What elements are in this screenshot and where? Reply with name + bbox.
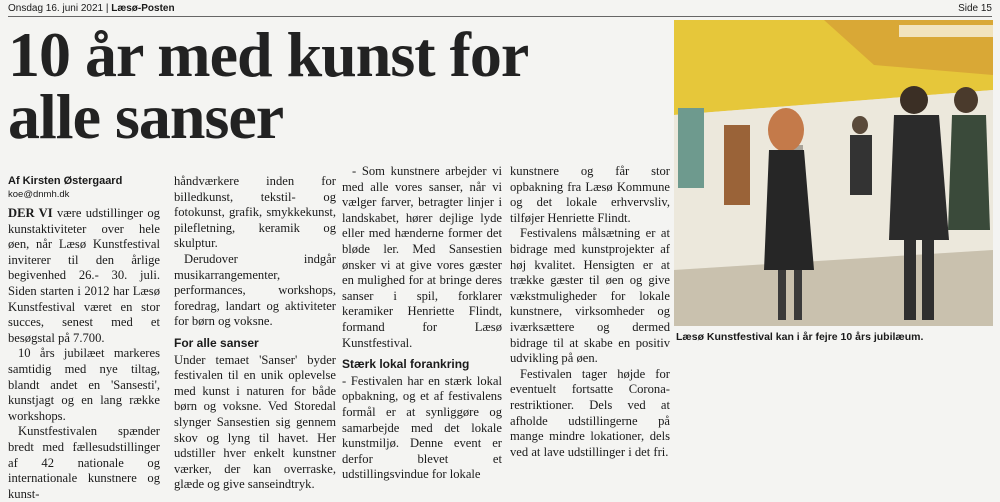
header-date: Onsdag 16. juni 2021	[8, 3, 104, 14]
paragraph: 10 års jubilæet markeres samtidig med nye tiltag, blandt andet en 'Sansesti', kunstjagt og en lang række workshops.	[8, 346, 160, 423]
paragraph-text: være udstillinger og kunstaktiviteter over hele øen, når Læsø Kunstfestival inviterer til den årlige begivenhed 26.- 30. juli. Siden starten i 2012 har Læsø Kunstfestival været en stor succes, senest med et besøgstal på 7.700.	[8, 206, 160, 345]
paragraph: Derudover indgår musikarrangementer, performances, workshops, foredrag, landart og aktiviteter for børn og voksne.	[174, 251, 336, 329]
header-separator: |	[105, 3, 109, 14]
paragraph	[8, 206, 160, 346]
paragraph: kunstnere og får stor opbakning fra Læsø Kommune og det lokale erhvervsliv, tilføjer Henriette Flindt.	[510, 164, 670, 225]
paragraph: - Festivalen har en stærk lokal opbakning, og et af festivalens formål er at synliggøre og samarbejde med det lokale kunstmiljø. Denne event er derfor blevet et udstillingsvindue for lokale	[342, 373, 502, 482]
paragraph: håndværkere inden for billedkunst, tekstil- og fotokunst, grafik, smykkekunst, pilefletning, keramik og skulptur.	[174, 174, 336, 251]
header-left	[8, 2, 175, 16]
page-number: Side 15	[958, 3, 992, 14]
article-column-2	[174, 174, 336, 493]
photo-caption: Læsø Kunstfestival kan i år fejre 10 års jubilæum.	[676, 331, 924, 343]
paragraph: Kunstfestivalen spænder bredt med fællesudstillinger af 42 nationale og internationale kunstnere og kunst-	[8, 424, 160, 501]
byline: Af Kirsten Østergaard	[8, 175, 123, 187]
paragraph: - Som kunstnere arbejder vi med alle vores sanser, når vi vælger farver, betragter linjer i landskabet, hører dejlige lyde eller med hænderne former det bløde ler. Med Sansestien ønsker vi at give vores gæster en mulighed for at bringe deres sanser i spil, forklarer keramiker Henriette Flindt, formand for Læsø Kunstfestival.	[342, 164, 502, 350]
author-email: koe@dnmh.dk	[8, 189, 70, 200]
article-column-4	[510, 164, 670, 460]
paragraph: Festivalens målsætning er at bidrage med kunstprojekter af høj kvalitet. Hensigten er at trække gæster til øen og give vækstmuligheder for lokale kunstnere, virksomheder og iværksættere og dermed bidrage til at skabe en positiv udvikling på øen.	[510, 226, 670, 366]
header-rule	[8, 16, 992, 17]
subheading: For alle sanser	[174, 335, 259, 350]
headline	[8, 19, 668, 152]
paragraph: Festivalen tager højde for eventuelt fortsatte Corona-restriktioner. Dels ved at afholde udstillingerne på mange mindre lokationer, dels ved at lave udstillinger i det fri.	[510, 366, 670, 459]
article-column-1	[8, 174, 160, 502]
paragraph: Under temaet 'Sanser' byder festivalen til en unik oplevelse med kunst i naturen for både børn og voksne. Ved Storedal slynger Sansestien sig gennem skov og lyng til havet. Her udstiller hver enkelt kunstner værker, der kan overraske, glæde og give sanseindtryk.	[174, 352, 336, 492]
gallery-photo	[674, 20, 993, 326]
article-column-3	[342, 164, 502, 483]
headline-line-2: alle sanser	[8, 81, 284, 152]
lead-in: DER VI	[8, 206, 53, 220]
newspaper-name: Læsø-Posten	[111, 3, 175, 14]
headline-line-1: 10 år med kunst for	[8, 19, 529, 90]
page-header	[8, 2, 992, 16]
gallery-photo-illustration	[674, 20, 993, 326]
subheading: Stærk lokal forankring	[342, 357, 470, 372]
